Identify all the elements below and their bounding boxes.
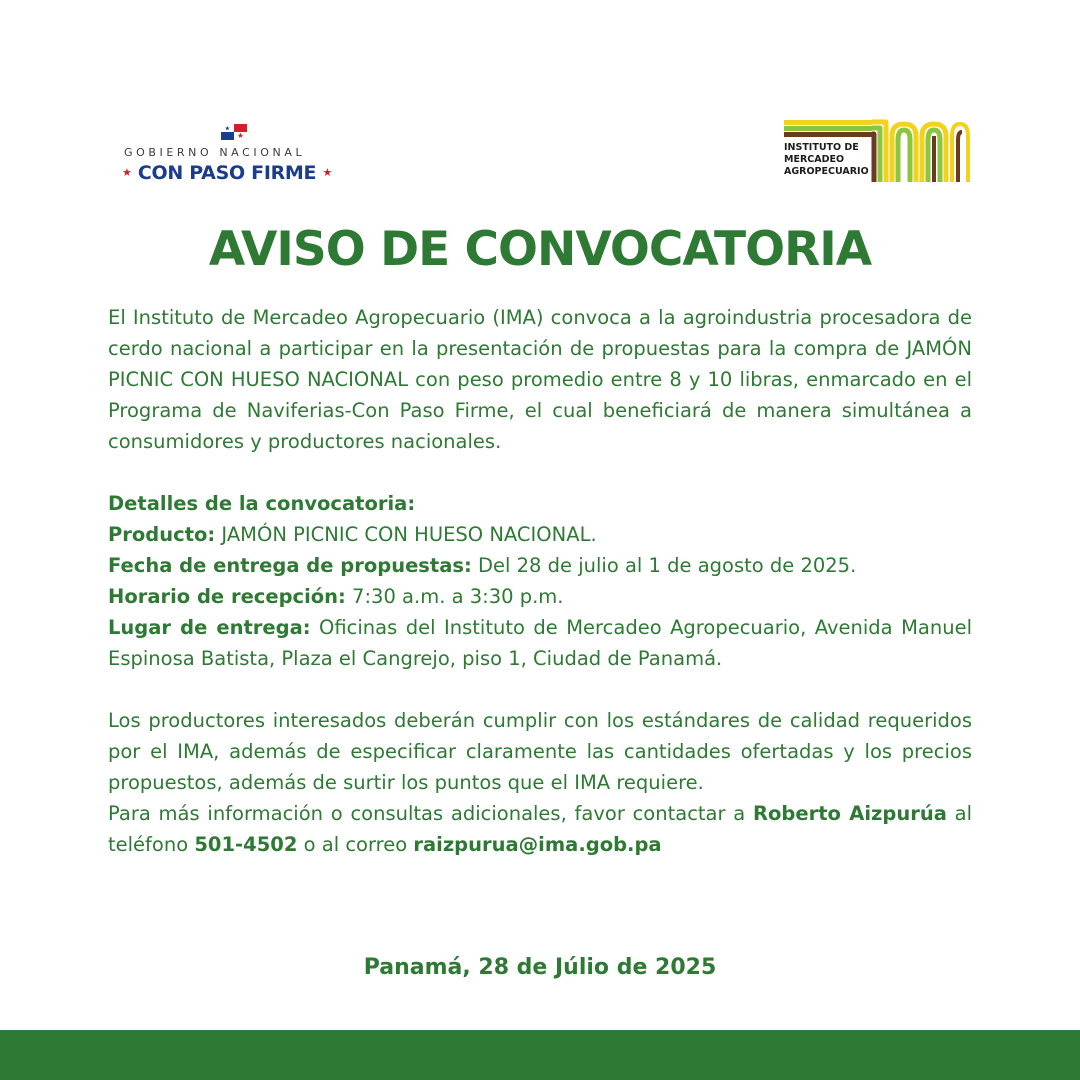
contact-name: Roberto Aizpurúa bbox=[752, 802, 947, 825]
date-line: Panamá, 28 de Júlio de 2025 bbox=[363, 955, 717, 980]
panama-flag-icon bbox=[221, 124, 247, 140]
con-paso-firme-text bbox=[122, 162, 332, 184]
email-prefix: o al correo bbox=[297, 833, 414, 856]
phone-prefix: al teléfono bbox=[108, 802, 973, 856]
horario-value: 7:30 a.m. a 3:30 p.m. bbox=[345, 585, 564, 608]
ima-logo-line2: MERCADEO bbox=[784, 154, 845, 165]
gobierno-nacional-text: GOBIERNO NACIONAL bbox=[124, 146, 306, 159]
detail-lugar bbox=[108, 612, 972, 674]
details-heading: Detalles de la convocatoria: bbox=[108, 492, 416, 515]
footer-bar bbox=[0, 1030, 1080, 1080]
star-icon: ★ bbox=[322, 166, 333, 179]
producto-value: JAMÓN PICNIC CON HUESO NACIONAL. bbox=[215, 523, 597, 546]
contact-paragraph bbox=[108, 798, 972, 860]
spacer bbox=[108, 674, 972, 705]
contact-prefix: Para más información o consultas adicionales, favor contactar a bbox=[108, 802, 753, 825]
page-title: AVISO DE CONVOCATORIA bbox=[208, 222, 872, 277]
requirements-paragraph: Los productores interesados deberán cumplir con los estándares de calidad requeridos por el IMA, además de especificar claramente las cantidades ofertadas y los precios propuestos, además de surtir los puntos que el IMA requiere. bbox=[108, 709, 972, 794]
horario-label: Horario de recepción: bbox=[108, 585, 346, 608]
fecha-value: Del 28 de julio al 1 de agosto de 2025. bbox=[471, 554, 857, 577]
gobierno-nacional-logo bbox=[118, 118, 358, 190]
lugar-label: Lugar de entrega: bbox=[108, 616, 311, 639]
detail-fecha bbox=[108, 550, 972, 581]
spacer bbox=[108, 457, 972, 488]
contact-phone: 501-4502 bbox=[194, 833, 298, 856]
ima-logo-line1: INSTITUTO DE bbox=[784, 142, 859, 153]
producto-label: Producto: bbox=[108, 523, 216, 546]
ima-logo-line3: AGROPECUARIO bbox=[784, 166, 869, 177]
detail-horario bbox=[108, 581, 972, 612]
fecha-label: Fecha de entrega de propuestas: bbox=[108, 554, 472, 577]
detail-producto bbox=[108, 519, 972, 550]
contact-email: raizpurua@ima.gob.pa bbox=[413, 833, 662, 856]
con-paso-firme-label: CON PASO FIRME bbox=[137, 162, 317, 184]
ima-logo-text bbox=[784, 142, 869, 178]
star-icon: ★ bbox=[122, 166, 132, 179]
announcement-body bbox=[108, 302, 972, 860]
lugar-value: Oficinas del Instituto de Mercadeo Agropecuario, Avenida Manuel Espinosa Batista, Plaza el Cangrejo, piso 1, Ciudad de Panamá. bbox=[108, 616, 972, 670]
ima-logo bbox=[784, 116, 970, 186]
intro-paragraph: El Instituto de Mercadeo Agropecuario (IMA) convoca a la agroindustria procesadora de cerdo nacional a participar en la presentación de propuestas para la compra de JAMÓN PICNIC CON HUESO NACIONAL con peso promedio entre 8 y 10 libras, enmarcado en el Programa de Naviferias-Con Paso Firme, el cual beneficiará de manera simultánea a consumidores y productores nacionales. bbox=[108, 306, 972, 453]
